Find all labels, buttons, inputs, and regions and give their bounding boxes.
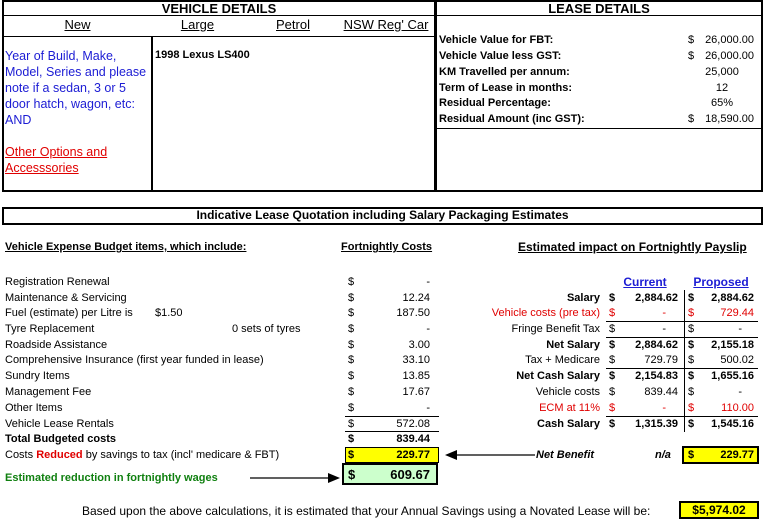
wages-reduction-value: 609.67 bbox=[390, 467, 430, 482]
net-benefit-label: Net Benefit bbox=[536, 449, 595, 461]
payslip-current-currency: $ bbox=[609, 418, 616, 430]
payslip-label: ECM at 11% bbox=[539, 402, 600, 414]
payslip-current-value: - bbox=[662, 307, 666, 319]
payslip-proposed-value: 1,655.16 bbox=[711, 370, 754, 382]
budget-item-label: Tyre Replacement bbox=[5, 323, 95, 335]
payslip-impact-header: Estimated impact on Fortnightly Payslip bbox=[518, 240, 747, 254]
payslip-current-value: - bbox=[662, 323, 666, 335]
total-budgeted-value: 839.44 bbox=[396, 433, 430, 445]
budget-items-header: Vehicle Expense Budget items, which include: bbox=[5, 241, 247, 253]
fuel-price: $1.50 bbox=[155, 307, 183, 319]
lease-label-residual-amount: Residual Amount (inc GST): bbox=[439, 113, 585, 125]
costs-reduced-currency: $ bbox=[348, 449, 355, 461]
budget-item-currency: $ bbox=[348, 370, 355, 382]
budget-item-value: - bbox=[426, 323, 430, 335]
lease-label-residual-pct: Residual Percentage: bbox=[439, 97, 551, 109]
total-currency: $ bbox=[348, 433, 355, 445]
payslip-proposed-value: 110.00 bbox=[721, 402, 754, 414]
budget-item-value: 3.00 bbox=[408, 339, 430, 351]
budget-item-value: 12.24 bbox=[402, 292, 430, 304]
payslip-current-currency: $ bbox=[609, 386, 616, 398]
budget-item-label: Maintenance & Servicing bbox=[5, 292, 127, 304]
vehicle-model: 1998 Lexus LS400 bbox=[155, 49, 250, 61]
payslip-label: Vehicle costs bbox=[535, 386, 600, 398]
budget-item-value: - bbox=[426, 402, 430, 414]
payslip-current-currency: $ bbox=[609, 339, 616, 351]
payslip-proposed-currency: $ bbox=[688, 323, 695, 335]
payslip-label: Cash Salary bbox=[537, 418, 600, 430]
lease-label-value-less-gst: Vehicle Value less GST: bbox=[439, 50, 562, 62]
payslip-current-value: 839.44 bbox=[644, 386, 678, 398]
budget-item-label: Vehicle Lease Rentals bbox=[5, 418, 114, 430]
lease-value-km: 25,000 bbox=[705, 66, 739, 78]
fortnightly-costs-header: Fortnightly Costs bbox=[341, 241, 433, 253]
payslip-label: Vehicle costs (pre tax) bbox=[491, 307, 600, 319]
lease-label-fbt-value: Vehicle Value for FBT: bbox=[439, 34, 554, 46]
budget-item-currency: $ bbox=[348, 292, 355, 304]
payslip-proposed-currency: $ bbox=[688, 370, 695, 382]
proposed-column-header: Proposed bbox=[693, 275, 749, 289]
budget-item-currency: $ bbox=[348, 386, 355, 398]
budget-item-currency: $ bbox=[348, 276, 355, 288]
payslip-proposed-value: 1,545.16 bbox=[711, 418, 754, 430]
budget-item-value: - bbox=[426, 276, 430, 288]
payslip-proposed-value: 500.02 bbox=[720, 354, 754, 366]
tyre-sets: 0 sets of tyres bbox=[232, 323, 301, 335]
payslip-current-currency: $ bbox=[609, 354, 616, 366]
budget-item-currency: $ bbox=[348, 402, 355, 414]
lease-value-term: 12 bbox=[715, 82, 729, 94]
annual-savings-value: $5,974.02 bbox=[679, 501, 759, 519]
lease-value-residual-pct: 65% bbox=[710, 97, 734, 109]
costs-reduced-suffix: by savings to tax (incl' medicare & FBT) bbox=[82, 449, 280, 461]
budget-item-value: 17.67 bbox=[402, 386, 430, 398]
payslip-current-currency: $ bbox=[609, 323, 616, 335]
total-budgeted-label: Total Budgeted costs bbox=[5, 433, 117, 445]
payslip-current-currency: $ bbox=[609, 307, 616, 319]
budget-item-label: Sundry Items bbox=[5, 370, 70, 382]
budget-item-currency: $ bbox=[348, 323, 355, 335]
payslip-current-currency: $ bbox=[609, 370, 616, 382]
budget-item-value: 13.85 bbox=[402, 370, 430, 382]
payslip-current-currency: $ bbox=[609, 292, 616, 304]
payslip-proposed-currency: $ bbox=[688, 354, 695, 366]
lease-currency: $ bbox=[688, 34, 695, 46]
lease-label-km: KM Travelled per annum: bbox=[439, 66, 570, 78]
budget-item-currency: $ bbox=[348, 307, 355, 319]
budget-item-currency: $ bbox=[348, 339, 355, 351]
lease-currency: $ bbox=[688, 113, 695, 125]
payslip-current-value: - bbox=[662, 402, 666, 414]
vehicle-description-prompt: Year of Build, Make, Model, Series and please note if a sedan, 3 or 5 door hatch, wagon, etc: AND bbox=[5, 49, 147, 127]
payslip-label: Net Salary bbox=[546, 339, 600, 351]
net-benefit-value: 229.77 bbox=[720, 449, 754, 461]
payslip-proposed-value: 2,884.62 bbox=[711, 292, 754, 304]
vehicle-header-fuel: Petrol bbox=[276, 17, 310, 32]
current-column-header: Current bbox=[623, 275, 667, 289]
budget-item-currency: $ bbox=[348, 418, 355, 430]
payslip-proposed-currency: $ bbox=[688, 402, 695, 414]
vehicle-header-new: New bbox=[64, 17, 91, 32]
budget-item-value: 572.08 bbox=[396, 418, 430, 430]
vehicle-header-registration: NSW Reg' Car bbox=[343, 17, 429, 32]
vehicle-header-large: Large bbox=[180, 17, 215, 32]
arrow-left-icon bbox=[445, 449, 535, 461]
payslip-proposed-currency: $ bbox=[688, 339, 695, 351]
lease-value-fbt: 26,000.00 bbox=[705, 34, 754, 46]
net-benefit-current: n/a bbox=[655, 449, 671, 461]
payslip-label: Net Cash Salary bbox=[516, 370, 600, 382]
payslip-proposed-value: - bbox=[738, 323, 742, 335]
arrow-right-icon bbox=[250, 472, 340, 484]
lease-label-term: Term of Lease in months: bbox=[439, 82, 573, 94]
lease-value-less-gst: 26,000.00 bbox=[705, 50, 754, 62]
payslip-label: Fringe Benefit Tax bbox=[511, 323, 600, 335]
lease-value-residual-amount: 18,590.00 bbox=[705, 113, 754, 125]
vehicle-options-prompt: Other Options and Accesssories bbox=[5, 145, 108, 175]
payslip-proposed-currency: $ bbox=[688, 418, 695, 430]
payslip-current-value: 2,154.83 bbox=[635, 370, 678, 382]
budget-item-label: Comprehensive Insurance (first year funded in lease) bbox=[5, 354, 264, 366]
payslip-proposed-currency: $ bbox=[688, 292, 695, 304]
payslip-proposed-currency: $ bbox=[688, 386, 695, 398]
quotation-title: Indicative Lease Quotation including Salary Packaging Estimates bbox=[196, 208, 569, 222]
budget-item-value: 187.50 bbox=[396, 307, 430, 319]
budget-item-label: Management Fee bbox=[5, 386, 92, 398]
budget-item-label: Fuel (estimate) per Litre is bbox=[5, 307, 133, 319]
costs-reduced-prefix: Costs bbox=[5, 449, 37, 461]
vehicle-details-title: VEHICLE DETAILS bbox=[161, 1, 277, 16]
payslip-current-value: 729.79 bbox=[644, 354, 678, 366]
costs-reduced-label bbox=[5, 447, 279, 463]
payslip-current-value: 2,884.62 bbox=[635, 339, 678, 351]
payslip-proposed-value: 2,155.18 bbox=[711, 339, 754, 351]
payslip-proposed-currency: $ bbox=[688, 307, 695, 319]
lease-details-title: LEASE DETAILS bbox=[548, 1, 650, 16]
budget-item-value: 33.10 bbox=[402, 354, 430, 366]
payslip-proposed-value: 729.44 bbox=[720, 307, 754, 319]
annual-savings-text: Based upon the above calculations, it is estimated that your Annual Savings using a Novated Lease will be: bbox=[82, 504, 651, 518]
budget-item-currency: $ bbox=[348, 354, 355, 366]
wages-reduction-label: Estimated reduction in fortnightly wages bbox=[5, 472, 218, 484]
payslip-current-value: 1,315.39 bbox=[635, 418, 678, 430]
payslip-proposed-value: - bbox=[738, 386, 742, 398]
budget-item-label: Other Items bbox=[5, 402, 63, 414]
payslip-label: Tax + Medicare bbox=[525, 354, 600, 366]
payslip-current-value: 2,884.62 bbox=[635, 292, 678, 304]
net-benefit-currency: $ bbox=[688, 449, 695, 461]
budget-item-label: Roadside Assistance bbox=[5, 339, 108, 351]
wages-reduction-currency: $ bbox=[348, 467, 356, 482]
payslip-current-currency: $ bbox=[609, 402, 616, 414]
lease-currency: $ bbox=[688, 50, 695, 62]
costs-reduced-word: Reduced bbox=[36, 449, 83, 461]
costs-reduced-value: 229.77 bbox=[396, 449, 430, 461]
payslip-label: Salary bbox=[566, 292, 600, 304]
budget-item-label: Registration Renewal bbox=[5, 276, 110, 288]
